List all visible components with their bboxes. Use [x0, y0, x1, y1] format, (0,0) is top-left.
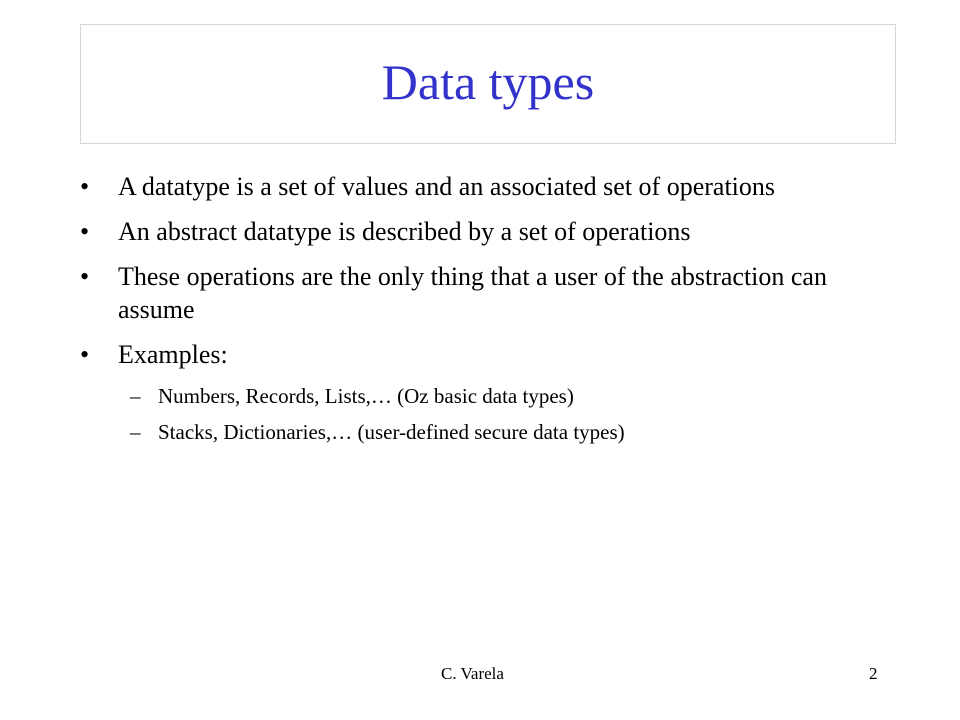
slide-content: [80, 170, 880, 455]
dash-icon: –: [130, 420, 141, 444]
bullet-item: [80, 260, 880, 326]
bullet-icon: •: [80, 217, 90, 246]
bullet-icon: •: [80, 262, 90, 291]
bullet-item: [80, 338, 880, 371]
sub-bullet-item: [80, 419, 880, 445]
slide-title: Data types: [381, 54, 595, 110]
bullet-icon: •: [80, 340, 90, 369]
page-number: 2: [869, 664, 878, 683]
bullet-text: An abstract datatype is described by a set of operations: [118, 217, 691, 246]
bullet-icon: •: [80, 172, 90, 201]
dash-icon: –: [130, 384, 141, 408]
title-box: [80, 24, 896, 144]
sub-bullet-text: Numbers, Records, Lists,… (Oz basic data types): [158, 384, 574, 408]
bullet-item: [80, 215, 880, 248]
bullet-text: These operations are the only thing that a user of the abstraction can assume: [118, 262, 827, 324]
bullet-text: A datatype is a set of values and an associated set of operations: [118, 172, 776, 201]
footer-author: C. Varela: [441, 664, 504, 683]
sub-bullet-item: [80, 383, 880, 409]
sub-bullet-text: Stacks, Dictionaries,… (user-defined secure data types): [158, 420, 625, 444]
bullet-item: [80, 170, 880, 203]
bullet-text: Examples:: [118, 340, 228, 369]
